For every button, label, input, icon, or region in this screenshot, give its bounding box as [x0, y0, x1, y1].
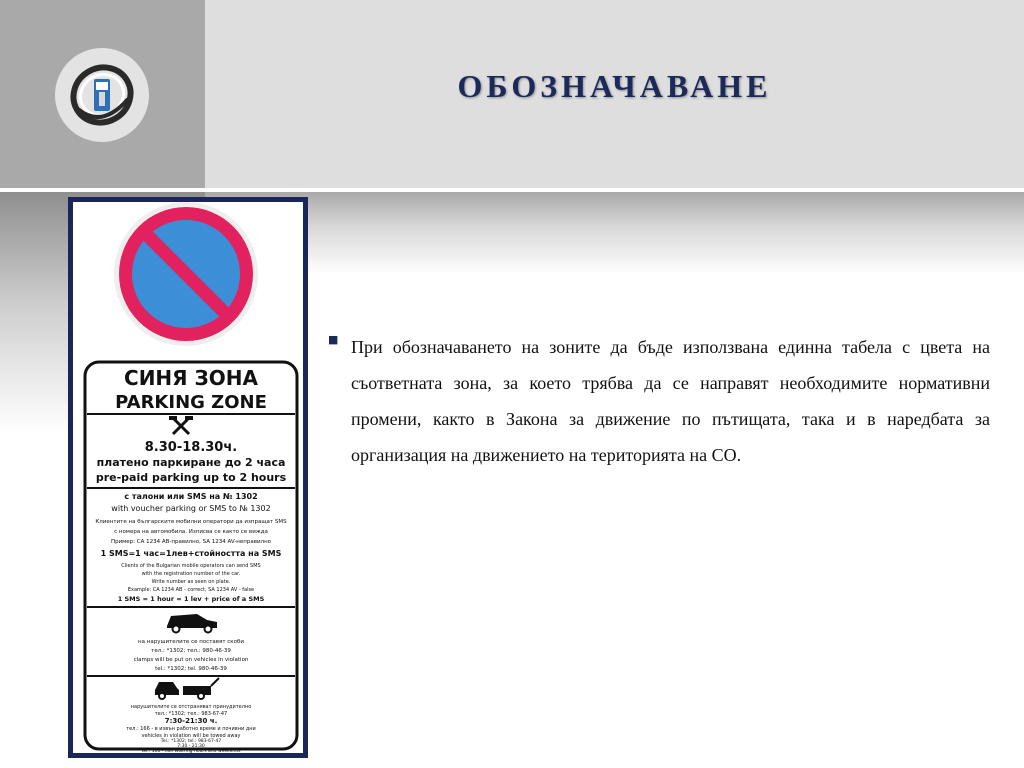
- clamps-en-label: clamps will be put on vehicles in violation: [133, 657, 249, 663]
- slide-title: ОБОЗНАЧАВАНЕ: [457, 68, 772, 104]
- content-band: [205, 192, 1024, 768]
- logo-emblem-icon: [66, 59, 138, 131]
- clamps-tel-bg: тел.: *1302; тел.: 980-46-39: [151, 648, 231, 654]
- parking-sign-graphic: [73, 202, 303, 753]
- example-en-label: Example: CA 1234 AB - correct, SA 1234 AV - false: [127, 587, 255, 593]
- tow-tel-bg: тел.: *1302; тел.: 983-67-47: [154, 711, 228, 717]
- clients-bg-line-1: Клиентите на българските мобилни оператори да изпращат SMS: [95, 519, 287, 525]
- clamps-tel-en: tel.: *1302; tel. 980-46-39: [155, 666, 227, 672]
- voucher-en-label: with voucher parking or SMS to № 1302: [111, 504, 271, 513]
- bullet-icon: ■: [328, 333, 339, 346]
- no-parking-sign-icon: [114, 202, 258, 346]
- price-bg-label: 1 SMS=1 час=1лев+стойността на SMS: [100, 549, 282, 558]
- zone-en-label: PARKING ZONE: [115, 392, 267, 413]
- bullet-text: При обозначаването на зоните да бъде използвана единна табела с цвета на съответната зона, за което трябва да се направят необходимите нормативни промени, както в Закона за движение по пътищата, така и в наредбата за организация на движението на територията на СО.: [351, 337, 990, 465]
- voucher-bg-label: с талони или SMS на № 1302: [124, 492, 258, 501]
- parking-sign-frame: [68, 197, 308, 758]
- parking-sign: [73, 202, 303, 753]
- tow-bg-label: нарушителите се отстраняват принудително: [130, 704, 252, 710]
- zone-bg-label: СИНЯ ЗОНА: [124, 366, 258, 390]
- bullet-block: [328, 329, 990, 473]
- tow-tel-en: Tel.: *1302; tel.: 983-67-47: [160, 739, 222, 744]
- hours-label: 8.30-18.30ч.: [144, 440, 238, 455]
- tow-hours-2: 7:30 - 21:30: [177, 744, 205, 749]
- clients-en-line-3: Write number as seen on plate.: [151, 579, 231, 585]
- tow-166-en: tel.: 166 - non wokring hours and weekends: [141, 749, 241, 753]
- clients-bg-line-2: с номера на автомобила. Изписва се както се вижда: [114, 529, 268, 535]
- paid-bg-label: платено паркиране до 2 часа: [96, 456, 286, 469]
- clients-en-line-1: Clients of the Bulgarian mobile operators can send SMS: [121, 563, 261, 569]
- clients-en-line-2: with the registration number of the car.: [141, 571, 241, 577]
- tow-en-label: vehicles in violation will be towed away: [141, 733, 241, 739]
- example-bg-label: Пример: CA 1234 AB-правилно, SA 1234 AV-неправилно: [110, 539, 272, 545]
- clamps-bg-label: на нарушителите се поставят скоби: [138, 639, 244, 645]
- tow-hours-1: 7:30-21:30 ч.: [164, 717, 218, 725]
- price-en-label: 1 SMS = 1 hour = 1 lev + price of a SMS: [117, 595, 265, 603]
- paid-en-label: pre-paid parking up to 2 hours: [95, 471, 287, 484]
- tow-166-bg: тел.: 166 - в извън работно време и почивни дни: [126, 726, 256, 732]
